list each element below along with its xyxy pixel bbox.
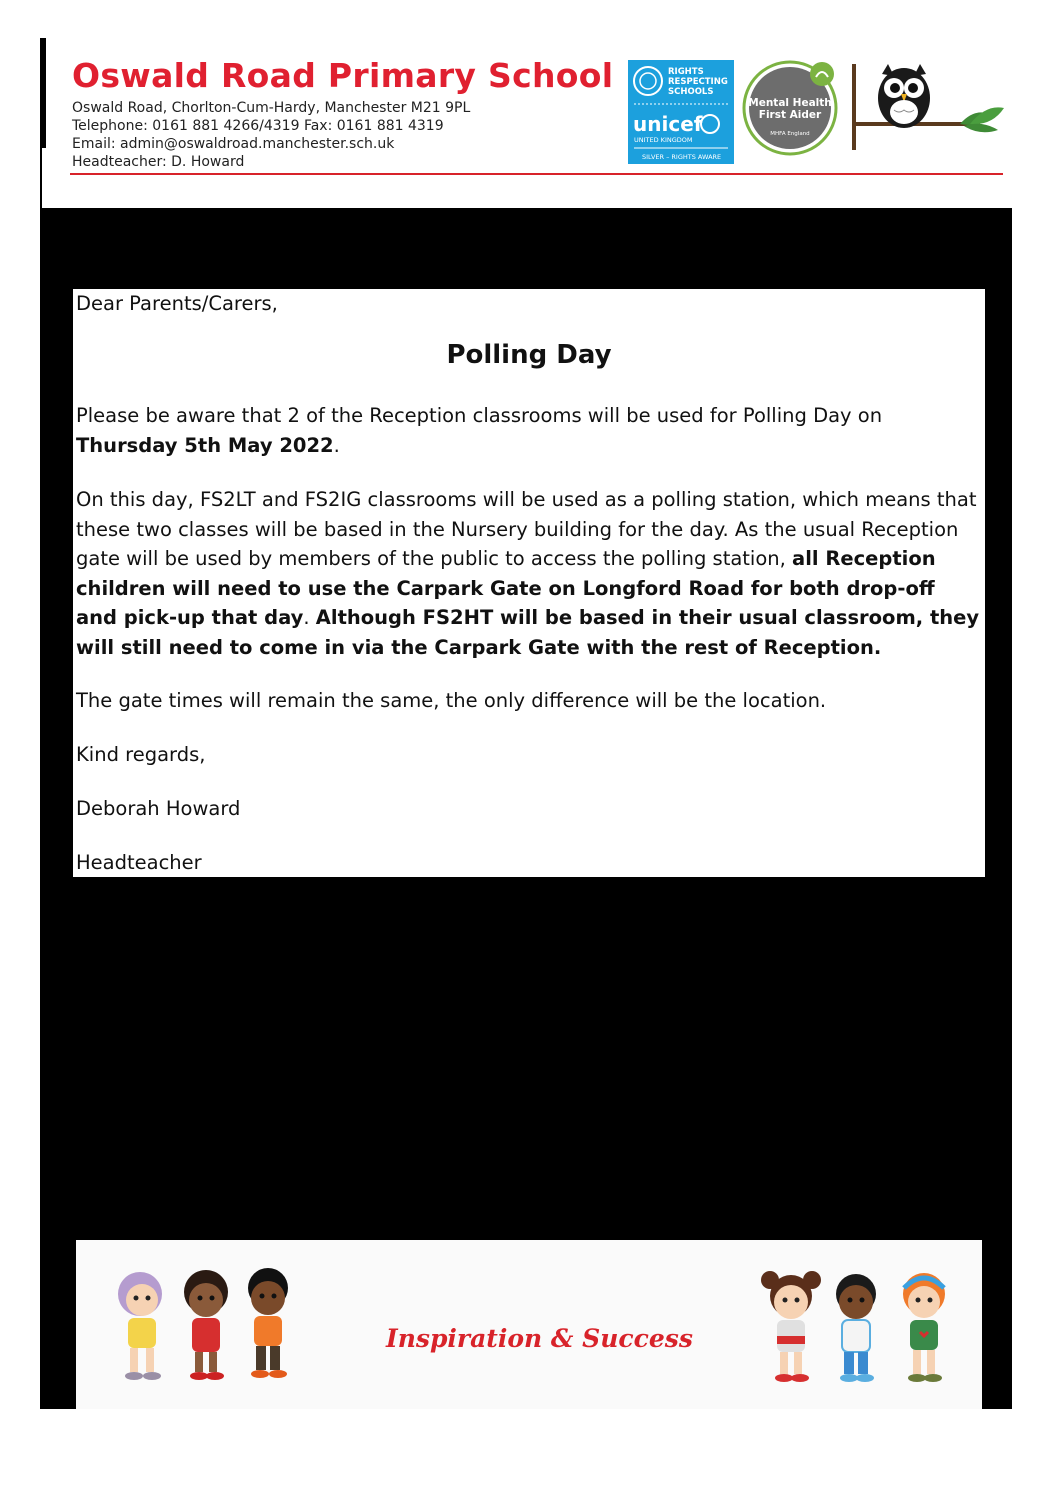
school-address: Oswald Road, Chorlton-Cum-Hardy, Manchester M21 9PL	[72, 100, 471, 116]
paragraph-text: .	[333, 433, 340, 457]
fs2ht-instruction: Although FS2HT will be based in their usual classroom, they will still need to come in via the Carpark Gate with the rest of Reception.	[76, 606, 980, 659]
svg-text:MHFA England: MHFA England	[770, 131, 810, 137]
school-headteacher: Headteacher: D. Howard	[72, 154, 245, 170]
header-divider	[70, 173, 1003, 175]
polling-date: Thursday 5th May 2022	[76, 433, 334, 457]
mental-health-first-aider-badge	[742, 60, 838, 156]
school-telephone: Telephone: 0161 881 4266/4319 Fax: 0161 881 4319	[72, 118, 444, 134]
closing: Kind regards,	[76, 743, 206, 766]
paragraph-text: On this day, FS2LT and FS2IG classrooms will be used as a polling station, which means that these two classes will be based in the Nursery building for the day. As the usual Reception gate will be used by members of the public to access the polling station,	[76, 488, 977, 570]
svg-text:unicef: unicef	[633, 112, 703, 136]
children-illustration-right-icon	[748, 1266, 966, 1390]
signature-role: Headteacher	[76, 851, 202, 874]
svg-text:SILVER – RIGHTS AWARE: SILVER – RIGHTS AWARE	[642, 153, 722, 161]
owl-icon	[852, 62, 1008, 154]
header-left-rule	[40, 38, 46, 148]
mhfa-badge-icon	[742, 60, 838, 156]
owl-branch-logo	[852, 62, 1008, 154]
footer-banner	[76, 1240, 982, 1409]
header-left-rule-thin	[40, 148, 42, 208]
paragraph-gate-times: The gate times will remain the same, the only difference will be the location.	[76, 689, 827, 712]
svg-text:RIGHTS: RIGHTS	[668, 67, 704, 77]
svg-text:First Aider: First Aider	[758, 109, 822, 121]
school-name: Oswald Road Primary School	[72, 56, 614, 95]
letter-title: Polling Day	[446, 340, 612, 370]
svg-text:SCHOOLS: SCHOOLS	[668, 87, 714, 97]
unicef-logo-icon	[628, 60, 734, 164]
paragraph-text: Please be aware that 2 of the Reception classrooms will be used for Polling Day on	[76, 404, 883, 427]
children-illustration-left-icon	[96, 1264, 310, 1388]
paragraph-arrangements	[76, 485, 981, 662]
letter-body	[73, 289, 985, 877]
svg-text:UNITED KINGDOM: UNITED KINGDOM	[634, 136, 693, 144]
paragraph-text: .	[303, 606, 316, 629]
school-motto: Inspiration & Success	[386, 1324, 693, 1353]
salutation: Dear Parents/Carers,	[76, 292, 278, 315]
svg-text:RESPECTING: RESPECTING	[668, 77, 728, 87]
school-email: Email: admin@oswaldroad.manchester.sch.uk	[72, 136, 395, 152]
unicef-rights-respecting-badge	[628, 60, 734, 164]
signature-name: Deborah Howard	[76, 797, 241, 820]
carpark-gate-instruction: all Reception children will need to use the Carpark Gate on Longford Road for both drop-off and pick-up that day	[76, 547, 936, 629]
svg-text:Mental Health: Mental Health	[748, 97, 832, 109]
school-contact-block	[72, 99, 470, 171]
paragraph-polling-date	[76, 401, 981, 460]
